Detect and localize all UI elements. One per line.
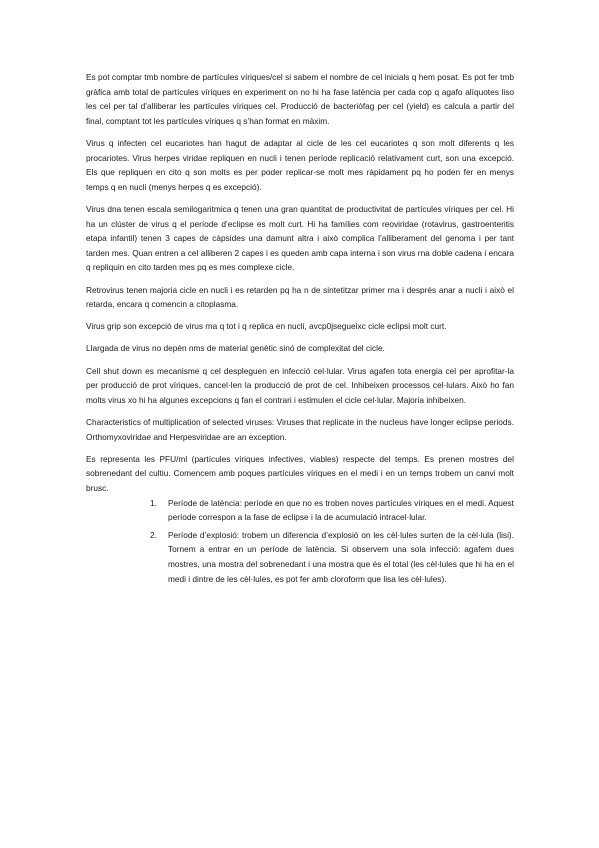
list-item-number: 1. — [150, 497, 157, 508]
period-list — [152, 496, 514, 587]
paragraph-virus-length: Llargada de virus no depèn nms de material genètic sinó de complexitat del cicle. — [86, 343, 385, 354]
list-item — [152, 528, 514, 586]
paragraph-particle-count: Es pot comptar tmb nombre de partícules víriques/cel si sabem el nombre de cel inicials q hem posat. Es pot fer tmb gràfica amb total de partícules víriques en experiment on no hi ha fase latència per cada cop q agafo alíquotes liso les cel per tal d’alliberar les partícules víriques cel. Producció de bacteriòfag per cel (yield) es calcula a partir del final, comptant tot les partícules víriques q s’han format en màxim. — [86, 72, 514, 126]
list-item-text: Període d’explosió: trobem un diferencia d’explosió on les cèl·lules surten de la cèl·lula (lisi). Tornem a entrar en un període de latència. Si observem una sola infecció: agafem dues mostres, una mostra del sobrenedant i una mostra que és el total (les cèl·lules que hi ha en el medi i dintre de les cèl·lules, es pot fer amb cloroform que lisa les cèl·lules). — [168, 529, 514, 584]
paragraph-pfu: Es representa les PFU/ml (partícules víriques infectives, viables) respecte del temps. Es prenen mostres del sobrenedant del cultiu. Comencem amb poques partícules víriques en el medi i en un temps trobem un canvi molt brusc. — [86, 453, 514, 493]
paragraph-dna-viruses: Virus dna tenen escala semilogaritmica q tenen una gran quantitat de productivitat de partícules víriques per cel. Hi ha un clúster de virus q el període d’eclipse es molt curt. Hi ha famílies com reoviridae (rotavirus, gastroenteritis etapa infantil) tenen 3 capes de càpsides una damunt altra i això complica l’alliberament del genoma i per tant tarden mes. Quan entren a cel alliberen 2 capes i es queden amb capa interna i son virus rna doble cadena i encara q repliquin en cito tarden mes pq es mes complexe cicle. — [86, 203, 514, 273]
paragraph-influenza: Virus grip son excepció de virus rna q tot i q replica en nucli, avcp0jsegueixc cicle eclipsi molt curt. — [86, 321, 447, 332]
paragraph-retrovirus: Retrovirus tenen majoria cicle en nucli i es retarden pq ha n de sintetitzar primer rna i després anar a nucli i això el retarda, encara q comencin a citoplasma. — [86, 284, 514, 310]
document-body — [86, 70, 514, 589]
paragraph-eukaryotic-viruses: Virus q infecten cel eucariotes han hagut de adaptar al cicle de les cel eucariotes q son molt diferents q les procariotes. Virus herpes viridae repliquen en nucli i tenen període replicació relativament curt, son una excepció. Els que repliquen en cito q son molts es per poder replicar-se molt mes ràpidament pq ho poden fer en menys temps q en nucli (menys herpes q es excepció). — [86, 137, 514, 192]
paragraph-characteristics: Characteristics of multiplication of selected viruses: Viruses that replicate in the nucleus have longer eclipse periods. Orthomyxoviridae and Herpesviridae are an exception. — [86, 417, 514, 442]
list-item-text: Període de latència: període en que no es troben noves partícules víriques en el medi. Aquest període correspon a la fase de eclipse i la de acumulació intracel·lular. — [168, 497, 514, 523]
list-item-number: 2. — [150, 529, 157, 540]
list-item — [152, 496, 514, 525]
paragraph-cell-shutdown: Cell shut down es mecanisme q cel despleguen en infecció cel·lular. Virus agafen tota energia cel per aprofitar-la per producció de prot víriques, cancel·len la producció de prot de cel. Inhibeixen processos cel·lulars. Això ho fan molts virus xo hi ha algunes excepcions q fan el contrari i estimulen el cicle cel·lular. Majoria inhibeixen. — [86, 365, 514, 405]
